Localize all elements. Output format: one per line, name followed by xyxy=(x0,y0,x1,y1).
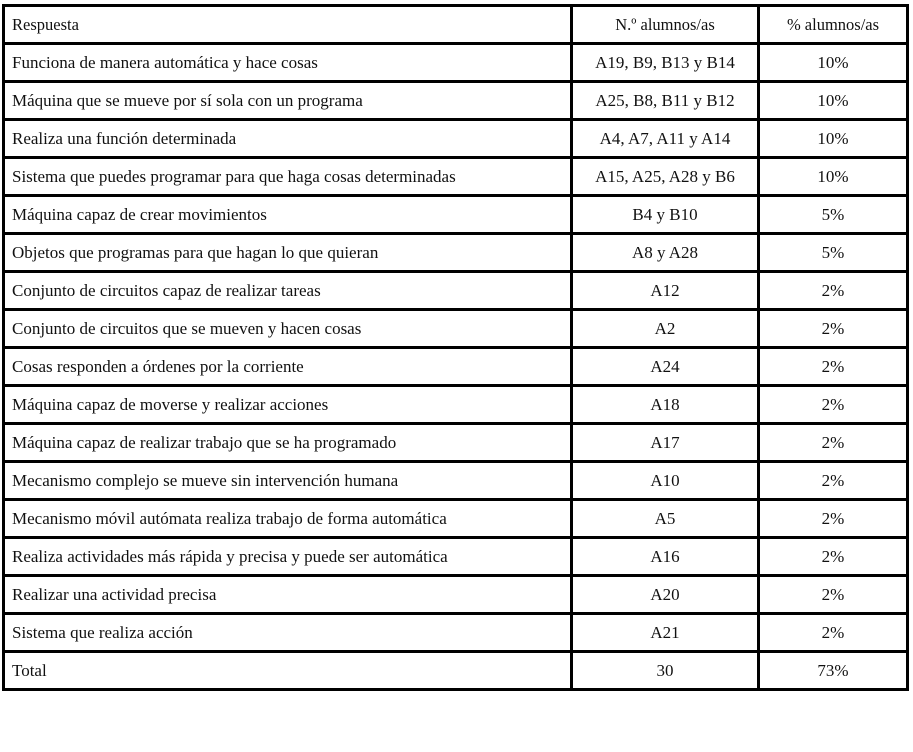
cell-porcentaje: 5% xyxy=(759,196,908,234)
table-row xyxy=(4,82,908,120)
cell-respuesta: Realiza actividades más rápida y precisa y puede ser automática xyxy=(4,538,572,576)
cell-alumnos: A2 xyxy=(572,310,759,348)
cell-alumnos: A19, B9, B13 y B14 xyxy=(572,44,759,82)
cell-porcentaje: 10% xyxy=(759,158,908,196)
cell-alumnos: B4 y B10 xyxy=(572,196,759,234)
cell-respuesta: Mecanismo complejo se mueve sin intervención humana xyxy=(4,462,572,500)
table-row xyxy=(4,576,908,614)
cell-respuesta: Sistema que realiza acción xyxy=(4,614,572,652)
table-row xyxy=(4,44,908,82)
total-row xyxy=(4,652,908,690)
header-pct-alumnos: % alumnos/as xyxy=(759,6,908,44)
cell-respuesta: Sistema que puedes programar para que haga cosas determinadas xyxy=(4,158,572,196)
cell-porcentaje: 2% xyxy=(759,424,908,462)
cell-porcentaje: 2% xyxy=(759,272,908,310)
cell-porcentaje: 10% xyxy=(759,44,908,82)
cell-porcentaje: 2% xyxy=(759,538,908,576)
cell-respuesta: Cosas responden a órdenes por la corriente xyxy=(4,348,572,386)
cell-porcentaje: 10% xyxy=(759,120,908,158)
cell-respuesta: Realizar una actividad precisa xyxy=(4,576,572,614)
table-row xyxy=(4,424,908,462)
cell-respuesta: Conjunto de circuitos capaz de realizar tareas xyxy=(4,272,572,310)
cell-alumnos: A4, A7, A11 y A14 xyxy=(572,120,759,158)
cell-alumnos: A18 xyxy=(572,386,759,424)
cell-alumnos: A20 xyxy=(572,576,759,614)
cell-porcentaje: 2% xyxy=(759,500,908,538)
cell-porcentaje: 2% xyxy=(759,614,908,652)
cell-alumnos: A17 xyxy=(572,424,759,462)
table-row xyxy=(4,500,908,538)
table-row xyxy=(4,462,908,500)
cell-alumnos: A25, B8, B11 y B12 xyxy=(572,82,759,120)
table-header-row xyxy=(4,6,908,44)
cell-respuesta: Mecanismo móvil autómata realiza trabajo de forma automática xyxy=(4,500,572,538)
table-row xyxy=(4,272,908,310)
table-row xyxy=(4,310,908,348)
cell-alumnos: A15, A25, A28 y B6 xyxy=(572,158,759,196)
cell-respuesta: Objetos que programas para que hagan lo que quieran xyxy=(4,234,572,272)
cell-porcentaje: 5% xyxy=(759,234,908,272)
table-row xyxy=(4,234,908,272)
cell-porcentaje: 2% xyxy=(759,576,908,614)
total-label: Total xyxy=(4,652,572,690)
cell-porcentaje: 10% xyxy=(759,82,908,120)
table-row xyxy=(4,120,908,158)
cell-porcentaje: 2% xyxy=(759,462,908,500)
cell-respuesta: Realiza una función determinada xyxy=(4,120,572,158)
cell-porcentaje: 2% xyxy=(759,348,908,386)
header-num-alumnos: N.º alumnos/as xyxy=(572,6,759,44)
cell-respuesta: Máquina capaz de crear movimientos xyxy=(4,196,572,234)
cell-porcentaje: 2% xyxy=(759,310,908,348)
table-row xyxy=(4,158,908,196)
cell-alumnos: A21 xyxy=(572,614,759,652)
cell-alumnos: A10 xyxy=(572,462,759,500)
table-row xyxy=(4,614,908,652)
table-row xyxy=(4,386,908,424)
cell-respuesta: Máquina capaz de moverse y realizar acciones xyxy=(4,386,572,424)
cell-alumnos: A8 y A28 xyxy=(572,234,759,272)
cell-alumnos: A16 xyxy=(572,538,759,576)
table-row xyxy=(4,348,908,386)
total-porcentaje: 73% xyxy=(759,652,908,690)
cell-porcentaje: 2% xyxy=(759,386,908,424)
cell-respuesta: Conjunto de circuitos que se mueven y hacen cosas xyxy=(4,310,572,348)
table-row xyxy=(4,538,908,576)
cell-respuesta: Máquina capaz de realizar trabajo que se ha programado xyxy=(4,424,572,462)
cell-respuesta: Máquina que se mueve por sí sola con un programa xyxy=(4,82,572,120)
table-row xyxy=(4,196,908,234)
cell-alumnos: A5 xyxy=(572,500,759,538)
responses-table xyxy=(2,4,909,691)
header-respuesta: Respuesta xyxy=(4,6,572,44)
cell-alumnos: A12 xyxy=(572,272,759,310)
cell-alumnos: A24 xyxy=(572,348,759,386)
cell-respuesta: Funciona de manera automática y hace cosas xyxy=(4,44,572,82)
total-alumnos: 30 xyxy=(572,652,759,690)
